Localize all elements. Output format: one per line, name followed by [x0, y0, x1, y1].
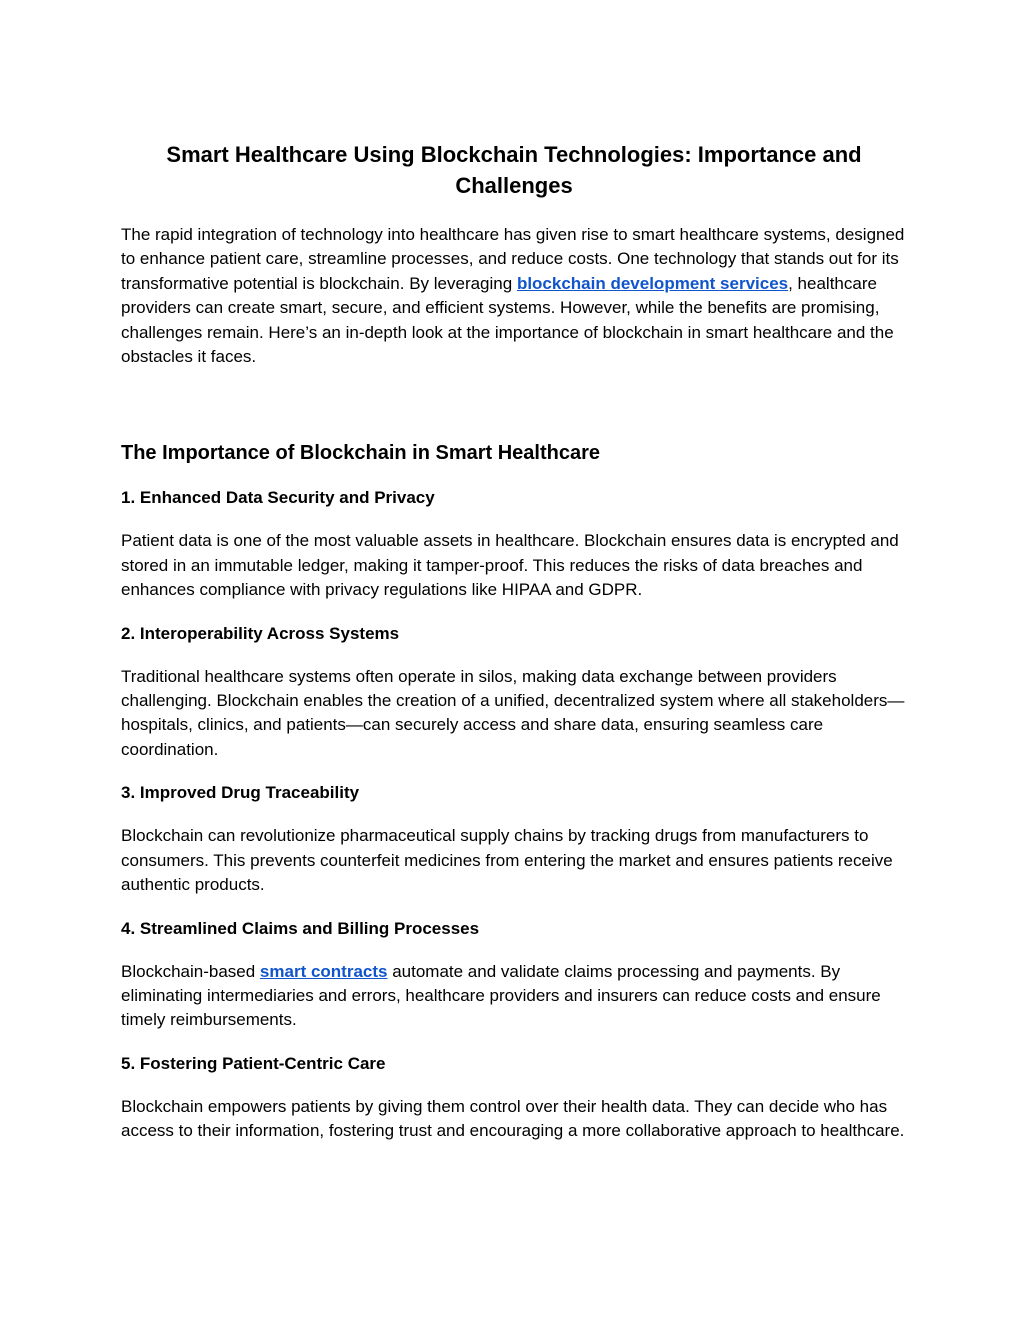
subsection-body: Traditional healthcare systems often operate in silos, making data exchange between providers challenging. Blockchain enables the creation of a unified, decentralized system where all stakeholders—hospitals, clinics, and patients—can securely access and share data, ensuring seamless care coordination.	[121, 666, 905, 759]
subsection-body: Blockchain can revolutionize pharmaceutical supply chains by tracking drugs from manufacturers to consumers. This prevents counterfeit medicines from entering the market and ensures patients receive authentic products.	[121, 826, 893, 895]
subsection-3	[121, 782, 907, 897]
section-heading: The Importance of Blockchain in Smart Healthcare	[121, 442, 601, 465]
subsection-5	[121, 1053, 907, 1144]
subsection-heading: 5. Fostering Patient-Centric Care	[121, 1053, 386, 1073]
subsection-body: Blockchain empowers patients by giving them control over their health data. They can decide who has access to their information, fostering trust and encouraging a more collaborative approach to healthcare.	[121, 1096, 905, 1141]
intro-paragraph	[121, 223, 907, 369]
subsection-1	[121, 487, 907, 602]
subsection-body: Patient data is one of the most valuable assets in healthcare. Blockchain ensures data is encrypted and stored in an immutable ledger, making it tamper-proof. This reduces the risks of data breaches and enhances compliance with privacy regulations like HIPAA and GDPR.	[121, 531, 899, 600]
intro-text-after-link: , healthcare providers can create smart, secure, and efficient systems. However, while the benefits are promising, challenges remain. Here’s an in-depth look at the importance of blockchain in smart healthcare and the obstacles it faces.	[121, 273, 894, 367]
document-content	[121, 139, 907, 1164]
blockchain-development-services-link[interactable]: blockchain development services	[516, 273, 789, 293]
subsection-heading: 4. Streamlined Claims and Billing Processes	[121, 918, 480, 938]
subsection-heading: 3. Improved Drug Traceability	[121, 783, 360, 803]
subsection-text-after-link: automate and validate claims processing and payments. By eliminating intermediaries and errors, healthcare providers and insurers can reduce costs and ensure timely reimbursements.	[121, 961, 881, 1030]
smart-contracts-link[interactable]: smart contracts	[259, 961, 388, 981]
subsection-4	[121, 918, 907, 1033]
subsection-heading: 2. Interoperability Across Systems	[121, 623, 400, 643]
subsection-2	[121, 623, 907, 763]
subsection-heading: 1. Enhanced Data Security and Privacy	[121, 488, 435, 508]
subsection-text-before-link: Blockchain-based	[121, 961, 260, 981]
document-title: Smart Healthcare Using Blockchain Technologies: Importance and Challenges	[166, 142, 862, 198]
subsection-body	[121, 960, 907, 1033]
intro-text-before-link: The rapid integration of technology into healthcare has given rise to smart healthcare systems, designed to enhance patient care, streamline processes, and reduce costs. One technology that stands out for its transformative potential is blockchain. By leveraging	[121, 225, 905, 293]
